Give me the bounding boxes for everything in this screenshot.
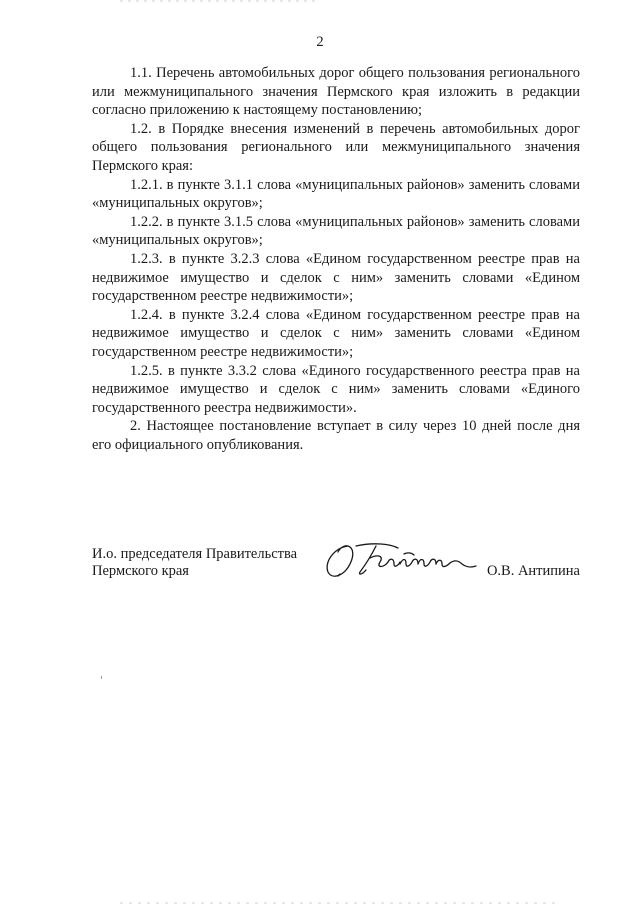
paragraph-1-2-4: 1.2.4. в пункте 3.2.4 слова «Едином государственном реестре прав на недвижимое имущество и сделок с ним» заменить словами «Едином государственном реестре недвижимости»;	[92, 306, 580, 360]
paragraph-1-2-5: 1.2.5. в пункте 3.3.2 слова «Единого государственного реестра прав на недвижимое имущество и сделок с ним» заменить словами «Единого государственного реестра недвижимости».	[92, 362, 580, 416]
paragraph-1-2: 1.2. в Порядке внесения изменений в перечень автомобильных дорог общего пользования регионального или межмуниципального значения Пермского края:	[92, 120, 580, 174]
paragraph-1-1: 1.1. Перечень автомобильных дорог общего пользования регионального или межмуниципального значения Пермского края изложить в редакции согласно приложению к настоящему постановлению;	[92, 65, 580, 119]
document-body	[92, 64, 580, 454]
paragraph-1-2-1: 1.2.1. в пункте 3.1.1 слова «муниципальных районов» заменить словами «муниципальных округов»;	[92, 176, 580, 212]
position-line-1: И.о. председателя Правительства	[92, 546, 298, 562]
page-number: 2	[316, 34, 324, 50]
signer-name: О.В. Антипина	[486, 563, 580, 579]
position-line-2: Пермского края	[92, 563, 189, 579]
scan-speck	[101, 676, 102, 679]
handwritten-signature	[318, 540, 488, 582]
paragraph-2: 2. Настоящее постановление вступает в силу через 10 дней после дня его официального опубликования.	[92, 418, 580, 453]
scan-edge-top	[0, 0, 640, 3]
paragraph-1-2-2: 1.2.2. в пункте 3.1.5 слова «муниципальных районов» заменить словами «муниципальных округов»;	[92, 213, 580, 249]
signature-block	[92, 546, 580, 586]
signatory-position	[92, 546, 322, 580]
paragraph-1-2-3: 1.2.3. в пункте 3.2.3 слова «Едином государственном реестре прав на недвижимое имущество и сделок с ним» заменить словами «Едином государственном реестре недвижимости»;	[92, 250, 580, 305]
